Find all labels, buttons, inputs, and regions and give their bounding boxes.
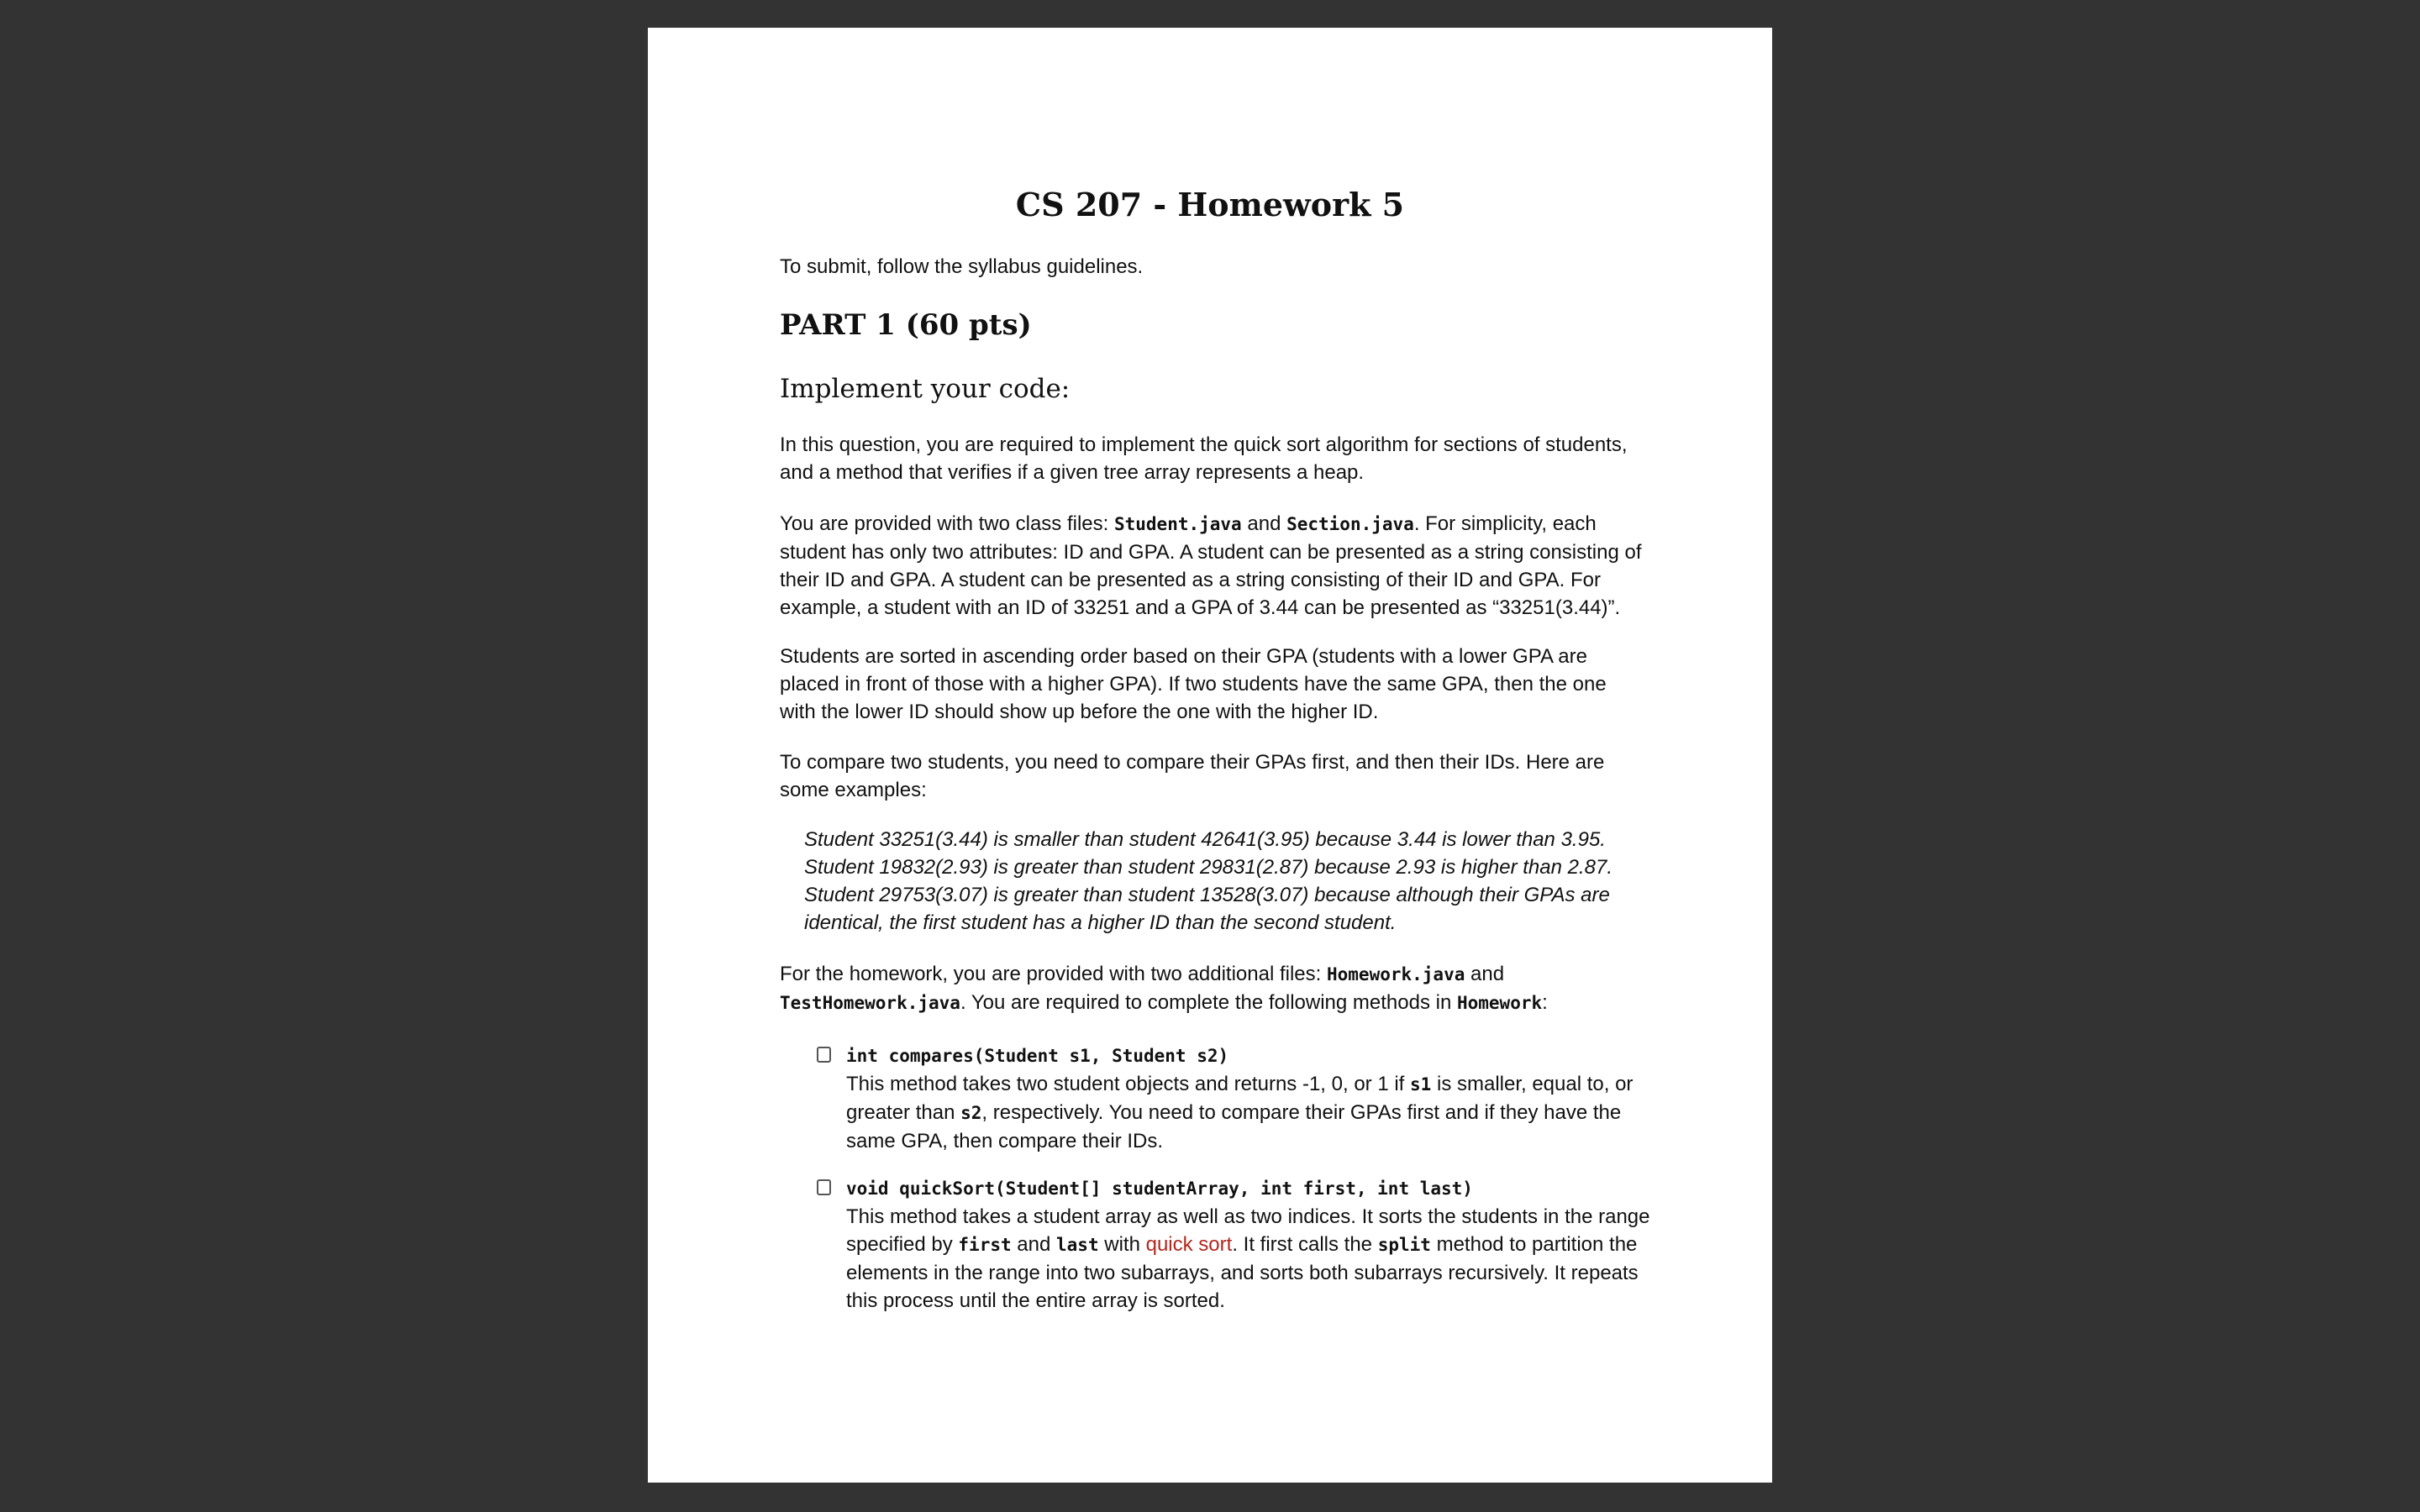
text: is smaller, equal to, or greater than [846, 1073, 1634, 1124]
compare-paragraph: To compare two students, you need to compare their GPAs first, and then their IDs. Here are some examples: [780, 751, 1605, 801]
param-last: last [1056, 1235, 1099, 1255]
param-first: first [958, 1235, 1012, 1255]
text: . It first calls the [1232, 1233, 1378, 1256]
filename-section: Section.java [1286, 514, 1414, 534]
method-item-quicksort [846, 1174, 1653, 1315]
text: and [1241, 512, 1287, 535]
text: , respectively. You need to compare their GPAs first and if they have the same GPA, then compare their IDs. [846, 1101, 1622, 1152]
page-title: CS 207 - Homework 5 [1015, 186, 1405, 223]
method-item-compares [846, 1042, 1653, 1155]
param-s2: s2 [960, 1103, 982, 1123]
example-line: Student 33251(3.44) is smaller than student 42641(3.95) because 3.44 is lower than 3.95. [804, 828, 1606, 851]
filename-testhomework: TestHomework.java [780, 993, 960, 1013]
text: method to partition the elements in the range into two subarrays, and sorts both subarrays recursively. It repeats this process until the entire array is sorted. [846, 1233, 1639, 1312]
class-homework: Homework [1456, 993, 1543, 1013]
class-files-paragraph [780, 510, 1645, 622]
text: : [1542, 991, 1548, 1014]
text: This method takes a student array as well as two indices. It sorts the students in the range specified by [846, 1205, 1650, 1256]
method-description [846, 1070, 1653, 1155]
examples-block [804, 826, 1644, 937]
text: and [1011, 1233, 1057, 1256]
document-page [648, 28, 1772, 1483]
filename-homework: Homework.java [1327, 964, 1465, 984]
text: . You are required to complete the following methods in [960, 991, 1457, 1014]
submit-instructions: To submit, follow the syllabus guidelines. [780, 255, 1144, 278]
example-line: Student 19832(2.93) is greater than student 29831(2.87) because 2.93 is higher than 2.87. [804, 856, 1613, 879]
text: This method takes two student objects and returns -1, 0, or 1 if [846, 1073, 1411, 1095]
text: with [1098, 1233, 1146, 1256]
part-heading: PART 1 (60 pts) [780, 308, 1032, 342]
text: . For simplicity, each student has only two attributes: ID and GPA. A student can be presented as a string consisting of their ID and GPA. A student can be presented as a string consisting of their ID and GPA. For example, a student with an ID of 33251 and a GPA of 3.44 can be presented as “33251(3.44)”. [780, 512, 1642, 619]
checkbox[interactable] [817, 1179, 831, 1195]
example-line: Student 29753(3.07) is greater than student 13528(3.07) because although their GPAs are identical, the first student has a higher ID than the second student. [804, 884, 1610, 934]
homework-files-paragraph [780, 960, 1645, 1017]
method-description [846, 1203, 1653, 1315]
text: For the homework, you are provided with two additional files: [780, 963, 1327, 985]
text: You are provided with two class files: [780, 512, 1114, 535]
quick-sort-link[interactable]: quick sort [1145, 1233, 1233, 1256]
text: and [1465, 963, 1505, 985]
checkbox[interactable] [817, 1047, 831, 1063]
method-signature: int compares(Student s1, Student s2) [846, 1046, 1229, 1066]
sorting-paragraph: Students are sorted in ascending order based on their GPA (students with a lower GPA are placed in front of those with a higher GPA). If two students have the same GPA, then the one with the lower ID should show up before the one with the higher ID. [780, 645, 1607, 723]
param-s1: s1 [1410, 1074, 1432, 1095]
method-split: split [1377, 1235, 1431, 1255]
method-signature: void quickSort(Student[] studentArray, int first, int last) [846, 1179, 1473, 1199]
intro-paragraph: In this question, you are required to implement the quick sort algorithm for sections of students, and a method that verifies if a given tree array represents a heap. [780, 433, 1628, 484]
section-subheading: Implement your code: [780, 374, 1071, 404]
filename-student: Student.java [1113, 514, 1242, 534]
